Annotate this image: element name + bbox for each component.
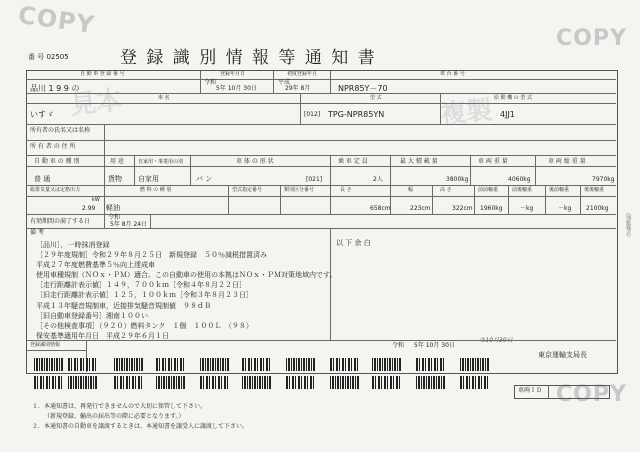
- reg-date-era: 令和: [204, 79, 217, 86]
- private-value: 自家用: [138, 175, 159, 183]
- gross-value: 7970kg: [592, 176, 615, 183]
- label-kind: 自 動 車 の 種 別: [34, 158, 80, 165]
- length-value: 658cm: [370, 205, 391, 212]
- document-title: 登 録 識 別 情 報 等 通 知 書: [120, 48, 377, 68]
- plate-number: 品川 1 9 9 の: [30, 84, 80, 93]
- label-max-load: 最 大 積 載 量: [400, 158, 438, 165]
- expiry-era: 令和: [108, 214, 121, 221]
- masked-code-block: [156, 358, 186, 371]
- remark-line: ［その他検査事項］（９２０）燃料タンク １個 １００Ｌ （９８）: [36, 321, 253, 330]
- label-model: 型 式: [370, 95, 382, 101]
- label-chassis: 車 台 番 号: [440, 71, 465, 77]
- capacity-value: 2人: [373, 176, 383, 183]
- handwritten-stamp: ⑦10月30日: [480, 337, 513, 344]
- chassis-number: NPR85Y－70: [338, 84, 388, 93]
- masked-code-block: [460, 376, 490, 389]
- note-1: １．本通知書は、再発行できませんので大切に保管して下さい。: [32, 403, 207, 410]
- label-fr: 前後軸重: [512, 187, 533, 193]
- footer-date-value: 5年 10月 30日: [414, 342, 455, 349]
- issuer: 東京運輸支局長: [538, 351, 587, 359]
- masked-code-block: [68, 358, 98, 371]
- label-reg-no: 自 動 車 登 録 番 号: [80, 71, 125, 77]
- label-id-info: 登録識別情報: [30, 342, 61, 348]
- use-value: 貨物: [108, 175, 122, 183]
- fuel-value: 軽油: [106, 204, 120, 212]
- masked-code-block: [68, 376, 98, 389]
- label-rr: 後後軸重: [584, 187, 605, 193]
- label-weight: 車 両 重 量: [478, 158, 508, 165]
- kind-value: 普 通: [34, 175, 51, 183]
- masked-code-block: [372, 358, 402, 371]
- displacement-unit: kW: [92, 197, 100, 203]
- engine-value: 4JJ1: [500, 110, 515, 119]
- label-expiry: 有効期間の満了する日: [30, 218, 91, 225]
- masked-code-block: [460, 358, 490, 371]
- label-remarks: 備 考: [30, 229, 44, 236]
- remark-line: ［旧自動車登録番号］湘南１００い: [36, 311, 148, 320]
- masked-code-block: [330, 358, 360, 371]
- ghost-stamp-2: 複製: [438, 95, 494, 131]
- masked-code-block: [156, 376, 186, 389]
- side-mark: （別紙様式）: [625, 210, 631, 240]
- masked-code-block: [34, 358, 64, 371]
- body-code: [021]: [306, 176, 323, 183]
- remark-line: 使用車種規制（ＮＯｘ・ＰＭ）適合。この自動車の使用の本拠はＮＯｘ・ＰＭ対策地域内です。: [36, 271, 337, 280]
- note-2: ２．本通知書の自動車を譲渡するときは、本通知書を譲受人に譲渡して下さい。: [32, 423, 249, 430]
- remark-line: ［２９年度規制］令和２９年８月２５日 新規登録 ５０％減税措置済み: [36, 251, 267, 260]
- label-displacement: 総排気量又は定格出力: [30, 187, 81, 193]
- masked-code-block: [200, 358, 230, 371]
- footer-date-era: 令和: [392, 342, 405, 349]
- label-engine: 原 動 機 の 型 式: [494, 95, 532, 101]
- first-reg-era: 平成: [278, 79, 291, 86]
- label-height: 高 さ: [440, 187, 452, 193]
- note-1-sub: （新規登録、輸出の届出等の際に必要となります。）: [44, 413, 185, 420]
- model-code: [012]: [304, 111, 321, 118]
- model-value: TPG-NPR85YN: [328, 110, 385, 119]
- form-number: 番 号 02505: [28, 53, 69, 61]
- body-value: バ ン: [196, 175, 213, 183]
- masked-code-block: [114, 376, 144, 389]
- masked-code-block: [372, 376, 402, 389]
- expiry-value: 5年 8月 24日: [110, 221, 148, 228]
- watermark-copy-1: COPY: [16, 0, 97, 40]
- label-owner-name: 所有者の氏名又は名称: [30, 127, 91, 134]
- reg-date-value: 5年 10月 30日: [216, 85, 257, 92]
- ghost-stamp-1: 見本: [68, 85, 124, 121]
- label-width: 幅: [408, 187, 414, 193]
- masked-code-block: [114, 358, 144, 371]
- remark-line: 平成２７年度燃費基準５％向上達成車: [36, 261, 155, 270]
- masked-code-block: [330, 376, 360, 389]
- masked-code-block: [416, 376, 446, 389]
- displacement-value: 2.99: [82, 205, 96, 212]
- masked-code-block: [286, 376, 316, 389]
- label-first-reg: 初度登録年月: [287, 71, 318, 77]
- height-value: 322cm: [452, 205, 473, 212]
- watermark-copy-3: COPY: [556, 382, 627, 407]
- watermark-copy-2: COPY: [556, 26, 627, 51]
- masked-code-block: [416, 358, 446, 371]
- remark-line: ［品川］，一時抹消登録: [36, 241, 110, 249]
- remarks-list: [36, 240, 337, 341]
- rr-value: 2100kg: [586, 205, 609, 212]
- fr-value: －kg: [520, 205, 534, 212]
- first-reg-value: 29年 8月: [285, 85, 311, 92]
- remark-line: ［旧走行距離計表示値］１２５，１００ｋｍ［令和３年８月２３日］: [36, 291, 253, 300]
- masked-code-block: [286, 358, 316, 371]
- masked-code-block: [200, 376, 230, 389]
- car-maker: いすゞ: [30, 110, 54, 119]
- remark-line: 保安基準適用年月日 平成２９年６月１日: [36, 331, 169, 340]
- weight-value: 4060kg: [508, 176, 531, 183]
- label-use: 用 途: [110, 158, 124, 165]
- label-gross: 車 両 総 重 量: [548, 158, 586, 165]
- label-vehicle-id: 車両ＩＤ: [518, 387, 543, 394]
- label-ff: 前前軸重: [478, 187, 499, 193]
- max-load-value: 3800kg: [446, 176, 469, 183]
- label-type-no: 型式指定番号: [232, 187, 263, 193]
- masked-code-block: [242, 358, 272, 371]
- label-reg-date: 登録年月日: [220, 71, 246, 77]
- remarks-blank-below: 以 下 余 白: [336, 239, 371, 247]
- remark-line: 平成１３年騒音規制車，近接排気騒音規制値 ９８ｄＢ: [36, 301, 211, 310]
- remark-line: ［走行距離計表示値］１４９，７００ｋｍ［令和４年８月２２日］: [36, 281, 246, 290]
- label-body: 車 体 の 形 状: [236, 158, 274, 165]
- label-length: 長 さ: [340, 187, 352, 193]
- label-cat-no: 類別区分番号: [284, 187, 315, 193]
- label-owner-addr: 所 有 者 の 住 所: [30, 143, 76, 150]
- label-fuel: 燃 料 の 種 別: [140, 187, 172, 193]
- masked-code-block: [34, 376, 64, 389]
- label-car-name: 車 名: [158, 95, 170, 101]
- label-rf: 後前軸重: [549, 187, 570, 193]
- masked-code-block: [242, 376, 272, 389]
- rf-value: －kg: [558, 205, 572, 212]
- width-value: 223cm: [410, 205, 431, 212]
- ff-value: 1960kg: [480, 205, 503, 212]
- label-capacity: 乗 車 定 員: [338, 158, 368, 165]
- label-private: 自家用・事業用の別: [138, 159, 184, 165]
